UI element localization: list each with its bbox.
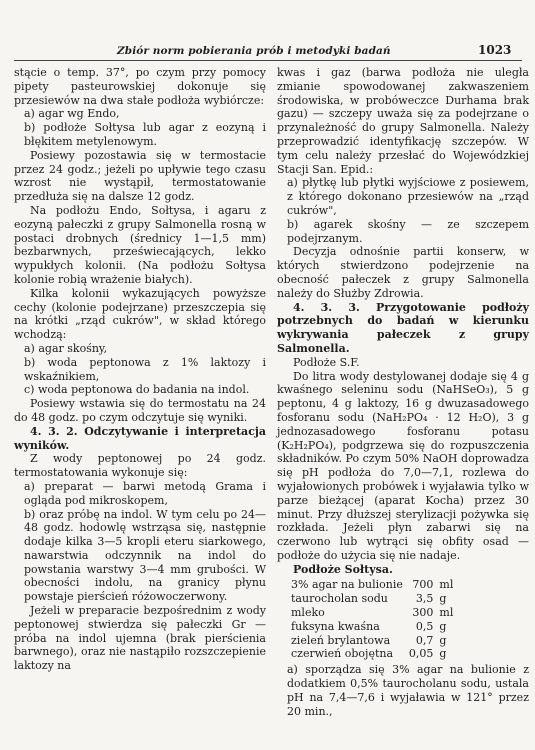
ingredient-quantity: 3,5	[415, 592, 434, 606]
page-header	[0, 0, 535, 57]
list-item: b) podłoże Sołtysa lub agar z eozyną i błękitem metylenowym.	[24, 121, 266, 148]
paragraph: Posiewy wstawia się do termostatu na 24 do 48 godz. po czym odczytuje się wyniki.	[14, 397, 266, 424]
recipe-row	[291, 634, 459, 648]
list-item: b) oraz próbę na indol. W tym celu po 24—48 godz. hodowlę wstrząsa się, następnie dodaje kilka 3—5 kropli eteru siarkowego, nawarstwia odczynnik na indol do powstania warstwy 3—4 mm grubości. W obecności indolu, na granicy płynu powstaje pierścień różowoczerwony.	[24, 507, 266, 604]
list-item: a) preparat — barwi metodą Grama i ogląda pod mikroskopem,	[24, 479, 266, 507]
paragraph: kwas i gaz (barwa podłoża nie uległa zmianie spowodowanej zakwaszeniem środowiska, w probóweczce Durhama brak gazu) — szczepy uważa się za podejrzane o przynależność do grupy Salmonella. Należy przeprowadzić identyfikację szczepów. W tym celu należy przesłać do Wojewódzkiej Stacji San. Epid.:	[277, 66, 529, 176]
ingredient-name: czerwień obojętna	[291, 647, 394, 661]
page-number: 1023	[478, 43, 512, 57]
paragraph: Na podłożu Endo, Sołtysa, i agaru z eozyną pałeczki z grupy Salmonella rosną w postaci drobnych (średnicy 1—1,5 mm) bezbarwnych, przeświecających, lekko wypukłych kolonii. (Na podłożu Sołtysa kolonie robią wrażenie białych).	[14, 203, 266, 286]
ingredient-unit: ml	[439, 606, 454, 620]
paragraph: Z wody peptonowej po 24 godz. termostatowania wykonuje się:	[14, 452, 266, 480]
section-heading: 4. 3. 2. Odczytywanie i interpretacja wyników.	[14, 424, 266, 452]
paragraph: Decyzja odnośnie partii konserw, w których stwierdzono podejrzenie na obecność pałeczek z grupy Salmonella należy do Służby Zdrowia.	[277, 245, 529, 300]
list-item: c) woda peptonowa do badania na indol.	[24, 383, 250, 397]
ingredient-quantity: 0,7	[415, 633, 434, 647]
ingredient-quantity: 700	[412, 578, 434, 592]
recipe-table	[291, 578, 459, 661]
paragraph: Do litra wody destylowanej dodaje się 4 g kwaśnego seleninu sodu (NaHSeO₃), 5 g peptonu, 4 g laktozy, 16 g dwuzasadowego fosforanu sodu (NaH₂PO₄ · 12 H₂O), 3 g jednozasadowego fosforanu potasu (K₂H₂PO₄), podgrzewa się do rozpuszczenia składników. Po czym 50% NaOH doprowadza się pH podłoża do 7,0—7,1, rozlewa do wyjałowionych probówek i wyjaławia tylko w parze bieżącej (aparat Kocha) przez 30 minut. Przy dłuższej sterylizacji pożywka się rozkłada. Jeżeli płyn zabarwi się na czerwono lub wytrąci się obfity osad — podłoże do użycia się nie nadaje.	[277, 369, 529, 562]
recipe-row	[291, 592, 459, 606]
subheading: Podłoże Sołtysa.	[293, 562, 393, 576]
right-column	[277, 66, 529, 718]
ingredient-unit: g	[439, 647, 447, 661]
ingredient-unit: ml	[439, 578, 454, 592]
recipe-row	[291, 647, 459, 661]
list-item: a) płytkę lub płytki wyjściowe z posiewem, z którego dokonano przesiewów na „rząd cukrów",	[287, 176, 529, 217]
list-item: a) agar skośny,	[24, 341, 108, 355]
section-heading: 4. 3. 3. Przygotowanie podłoży potrzebnych do badań w kierunku wykrywania pałeczek z grupy Salmonella.	[277, 300, 529, 355]
list-item: b) agarek skośny — ze szczepem podejrzanym.	[287, 217, 529, 245]
ingredient-name: taurocholan sodu	[291, 592, 388, 606]
ingredient-name: 3% agar na bulionie	[291, 578, 403, 592]
ingredient-quantity: 300	[412, 606, 434, 620]
ingredient-quantity: 0,5	[415, 619, 434, 633]
ingredient-unit: g	[439, 633, 447, 647]
recipe-row	[291, 606, 459, 620]
ingredient-name: mleko	[291, 606, 325, 620]
paragraph: stącie o temp. 37°, po czym przy pomocy pipety pasteurowskiej dokonuje się przesiewów na dwa stałe podłoża wybiórcze:	[14, 66, 266, 107]
paragraph: Kilka kolonii wykazujących powyższe cechy (kolonie podejrzane) przeszczepia się na krótki „rząd cukrów", w skład którego wchodzą:	[14, 286, 266, 342]
recipe-row	[291, 578, 459, 592]
list-item: a) sporządza się 3% agar na bulionie z dodatkiem 0,5% taurocholanu sodu, ustala pH na 7,4—7,6 i wyjaławia w 121° przez 20 min.,	[287, 663, 529, 718]
recipe-row	[291, 620, 459, 634]
ingredient-name: zieleń brylantowa	[291, 633, 391, 647]
left-column	[14, 66, 266, 673]
ingredient-unit: g	[439, 619, 447, 633]
list-item: a) agar wg Endo,	[24, 107, 120, 121]
ingredient-name: fuksyna kwaśna	[291, 619, 380, 633]
subheading: Podłoże S.F.	[293, 355, 360, 369]
list-item: b) woda peptonowa z 1% laktozy i wskaźnikiem,	[24, 355, 266, 383]
ingredient-unit: g	[439, 592, 447, 606]
running-title: Zbiór norm pobierania prób i metodyki badań	[117, 45, 391, 57]
paragraph: Jeżeli w preparacie bezpośrednim z wody peptonowej stwierdza się pałeczki Gr — próba na indol ujemna (brak pierścienia barwnego), oraz nie nastąpiło rozszczepienie laktozy na	[14, 604, 266, 673]
ingredient-quantity: 0,05	[408, 647, 434, 661]
paragraph: Posiewy pozostawia się w termostacie przez 24 godz.; jeżeli po upływie tego czasu wzrost nie wystąpił, termostatowanie przedłuża się na dalsze 12 godz.	[14, 148, 266, 204]
header-divider	[14, 60, 522, 61]
